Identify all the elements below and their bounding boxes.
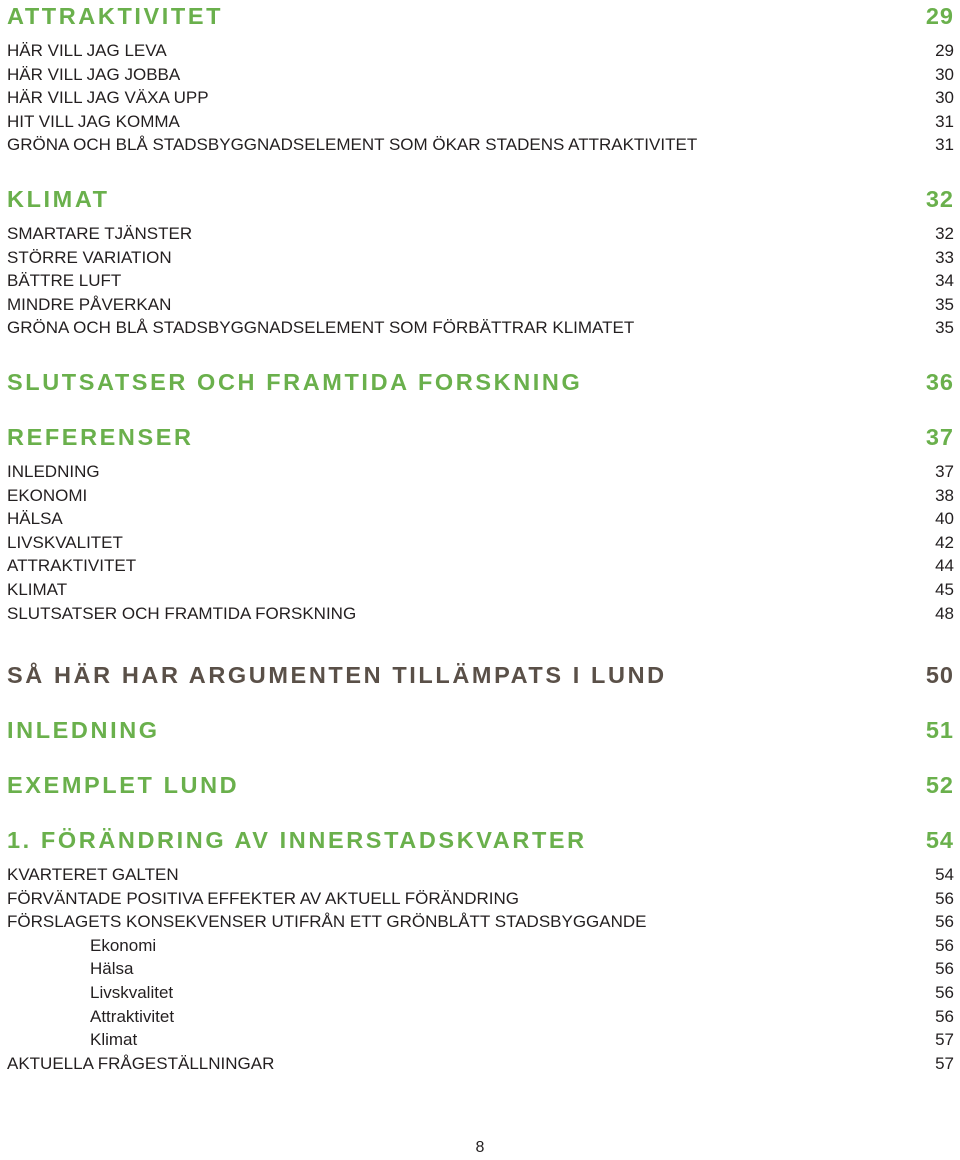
toc-entry[interactable] [7,531,954,555]
toc-entry-page: 56 [935,1006,954,1026]
toc-heading[interactable] [7,423,954,451]
toc-subentry[interactable] [7,981,954,1005]
toc-entry-page: 56 [935,935,954,955]
toc-heading[interactable] [7,716,954,744]
toc-heading-title: SÅ HÄR HAR ARGUMENTEN TILLÄMPATS I LUND [7,662,667,689]
toc-entry[interactable] [7,222,954,246]
toc-heading-title: REFERENSER [7,423,194,450]
toc-entry-label: MINDRE PÅVERKAN [7,294,172,314]
toc-heading-page: 37 [925,423,954,450]
toc-heading-title: SLUTSATSER OCH FRAMTIDA FORSKNING [7,368,583,395]
toc-entry[interactable] [7,863,954,887]
toc-entry[interactable] [7,460,954,484]
toc-heading-page: 50 [925,662,954,689]
toc-entry[interactable] [7,578,954,602]
toc-entry-label: EKONOMI [7,485,88,505]
toc-entry[interactable] [7,133,954,157]
toc-entry[interactable] [7,86,954,110]
toc-entry[interactable] [7,63,954,87]
toc-entry-label: Livskvalitet [90,983,174,1003]
toc-entry-page: 33 [935,247,954,267]
toc-entry-label: Hälsa [90,959,134,979]
toc-entry-label: GRÖNA OCH BLÅ STADSBYGGNADSELEMENT SOM ÖKAR STADENS ATTRAKTIVITET [7,135,698,155]
toc-entry-label: INLEDNING [7,461,100,481]
toc-heading-page: 36 [925,368,954,395]
toc-entry-label: SLUTSATSER OCH FRAMTIDA FORSKNING [7,603,357,623]
toc-subentry[interactable] [7,1028,954,1052]
toc-entry-label: KVARTERET GALTEN [7,865,179,885]
toc-entry-page: 56 [935,983,954,1003]
toc-entry[interactable] [7,293,954,317]
toc-entry-page: 40 [935,509,954,529]
toc-entry-label: HÄR VILL JAG LEVA [7,41,167,60]
toc-entry-label: Attraktivitet [90,1006,175,1026]
toc-entry-page: 45 [935,579,954,599]
toc-entry-page: 57 [935,1053,954,1073]
toc-entry[interactable] [7,246,954,270]
toc-entry-label: KLIMAT [7,579,68,599]
toc-entry-page: 35 [935,294,954,314]
toc-entry-page: 56 [935,888,954,908]
toc-entry-label: SMARTARE TJÄNSTER [7,223,193,243]
toc-entry-page: 56 [935,912,954,932]
toc-entry-label: STÖRRE VARIATION [7,247,172,267]
toc-entry-page: 31 [935,111,954,131]
toc-entry-page: 31 [935,135,954,155]
toc-heading-title: KLIMAT [7,185,110,212]
toc-entry-page: 29 [935,41,954,60]
toc-entry[interactable] [7,602,954,626]
toc-entry-label: Klimat [90,1030,138,1050]
toc-entry-label: BÄTTRE LUFT [7,271,122,291]
toc-entry-page: 37 [935,461,954,481]
toc-entry-page: 56 [935,959,954,979]
toc-heading[interactable] [7,661,954,689]
toc-heading-page: 29 [925,3,954,29]
toc-entry-page: 35 [935,318,954,338]
toc-entry[interactable] [7,554,954,578]
toc-heading-page: 52 [925,772,954,799]
toc-entry-label: FÖRVÄNTADE POSITIVA EFFEKTER AV AKTUELL FÖRÄNDRING [7,888,519,908]
toc-entry-label: HIT VILL JAG KOMMA [7,111,180,131]
toc-entry-page: 38 [935,485,954,505]
toc-entry-label: HÄR VILL JAG JOBBA [7,64,181,84]
toc-heading[interactable] [7,826,954,854]
toc-entry-page: 42 [935,532,954,552]
toc-heading-page: 32 [925,185,954,212]
toc-entry-label: HÄLSA [7,509,63,529]
toc-subentry[interactable] [7,1005,954,1029]
toc-heading-title: INLEDNING [7,717,160,744]
toc-entry-label: ATTRAKTIVITET [7,556,137,576]
toc-entry-label: FÖRSLAGETS KONSEKVENSER UTIFRÅN ETT GRÖNBLÅTT STADSBYGGANDE [7,912,647,932]
toc-entry-label: Ekonomi [90,935,157,955]
toc-entry-page: 48 [935,603,954,623]
toc-entry-label: AKTUELLA FRÅGESTÄLLNINGAR [7,1053,275,1073]
toc-subentry[interactable] [7,957,954,981]
toc-heading[interactable] [7,368,954,396]
toc-entry-page: 32 [935,223,954,243]
toc-entry[interactable] [7,507,954,531]
toc-entry-label: GRÖNA OCH BLÅ STADSBYGGNADSELEMENT SOM FÖRBÄTTRAR KLIMATET [7,318,635,338]
toc-entry-page: 57 [935,1030,954,1050]
page-number: 8 [475,1139,485,1156]
toc-heading[interactable] [7,771,954,799]
toc-heading[interactable] [7,185,954,213]
toc-heading-page: 54 [925,827,954,854]
toc-entry[interactable] [7,910,954,934]
toc-heading-page: 51 [925,717,954,744]
toc-entry-page: 54 [935,865,954,885]
toc-entry-label: HÄR VILL JAG VÄXA UPP [7,88,209,108]
toc-entry[interactable] [7,39,954,63]
toc-heading-title: ATTRAKTIVITET [7,3,224,29]
toc-entry[interactable] [7,269,954,293]
toc-subentry[interactable] [7,934,954,958]
toc-entry[interactable] [7,316,954,340]
toc-heading-title: EXEMPLET LUND [7,772,240,799]
toc-entry[interactable] [7,110,954,134]
toc-entry-label: LIVSKVALITET [7,532,123,552]
toc-entry-page: 44 [935,556,954,576]
toc-heading-title: 1. FÖRÄNDRING AV INNERSTADSKVARTER [7,827,587,854]
toc-entry-page: 30 [935,64,954,84]
table-of-contents [7,2,954,1075]
toc-entry[interactable] [7,484,954,508]
toc-entry[interactable] [7,887,954,911]
toc-entry[interactable] [7,1052,954,1076]
toc-entry-page: 34 [935,271,954,291]
toc-entry-page: 30 [935,88,954,108]
toc-heading[interactable] [7,2,954,30]
